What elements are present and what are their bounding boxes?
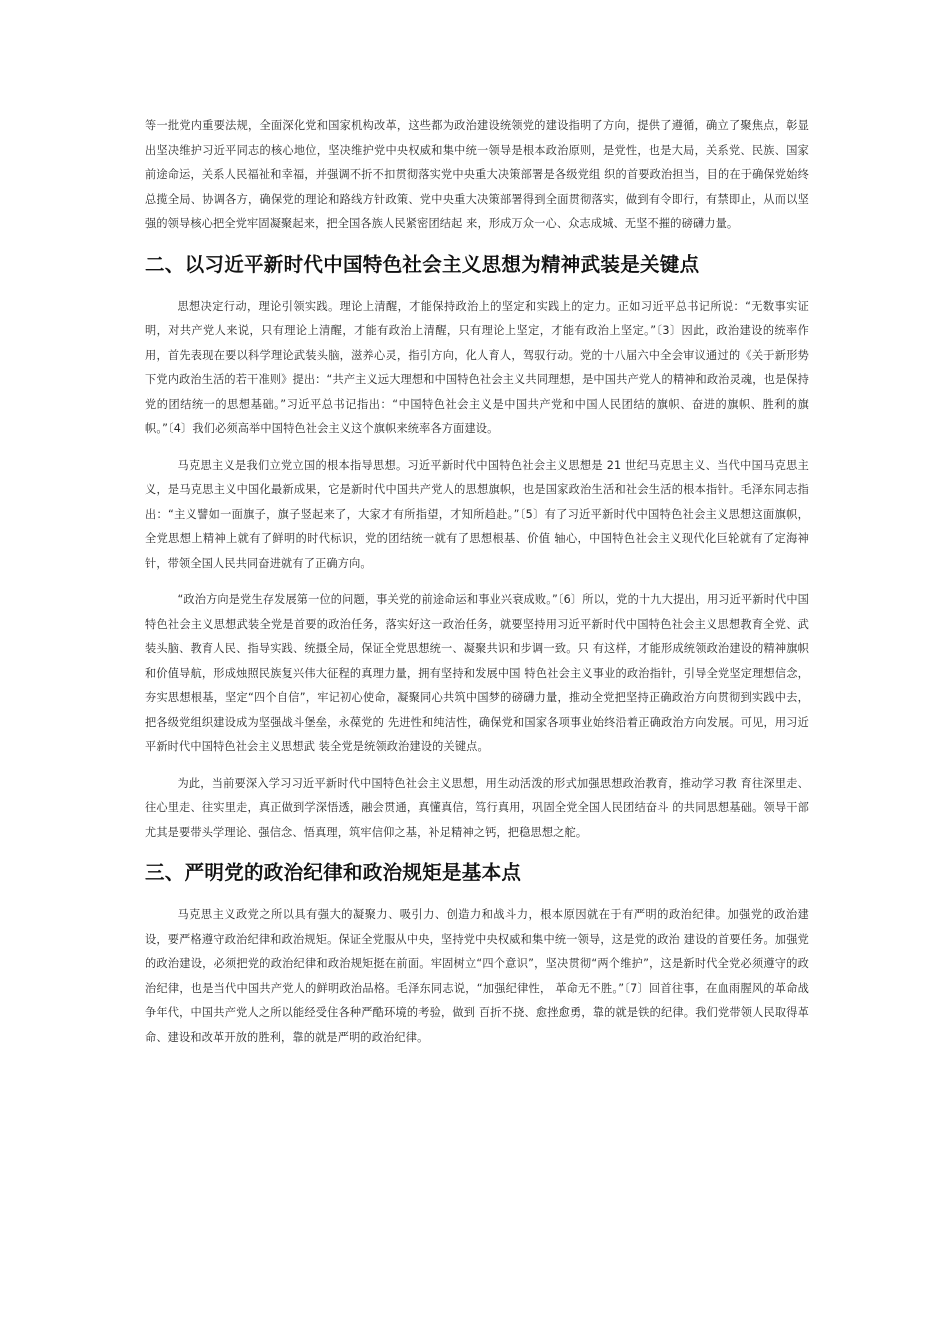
document-page	[145, 114, 809, 1050]
section-2-paragraph-3: “政治方向是党生存发展第一位的问题，事关党的前途命运和事业兴衰成败。”〔6〕所以，党的十九大提出，用习近平新时代中国特色社会主义思想武装全党是首要的政治任务，落实好这一政治任务，就要坚持用习近平新时代中国特色社会主义思想教育全党、武装头脑、教育人民、指导实践、统摄全局，保证全党思想统一、凝聚共识和步调一致。只 有这样，才能形成统领政治建设的精神旗帜和价值导航，形成烛照民族复兴伟大征程的真理力量，拥有坚持和发展中国 特色社会主义事业的政治指针，引导全党坚定理想信念，夯实思想根基，坚定“四个自信”，牢记初心使命，凝聚同心共筑中国梦的磅礴力量，推动全党把坚持正确政治方向贯彻到实践中去，把各级党组织建设成为坚强战斗堡垒，永葆党的 先进性和纯洁性，确保党和国家各项事业始终沿着正确政治方向发展。可见，用习近平新时代中国特色社会主义思想武 装全党是统领政治建设的关键点。	[145, 593, 809, 753]
section-2-paragraph-4: 为此，当前要深入学习习近平新时代中国特色社会主义思想，用生动活泼的形式加强思想政治教育，推动学习教 育往深里走、往心里走、往实里走，真正做到学深悟透，融会贯通，真懂真信，笃行真用，巩固全党全国人民团结奋斗 的共同思想基础。领导干部尤其是要带头学理论、强信念、悟真理，筑牢信仰之基，补足精神之钙，把稳思想之舵。	[145, 776, 809, 839]
section-2-heading: 二、以习近平新时代中国特色社会主义思想为精神武装是关键点	[145, 252, 700, 276]
section-3-paragraph-1: 马克思主义政党之所以具有强大的凝聚力、吸引力、创造力和战斗力，根本原因就在于有严明的政治纪律。加强党的政治建设，要严格遵守政治纪律和政治规矩。保证全党服从中央，坚持党中央权威和集中统一领导，这是党的政治 建设的首要任务。加强党的政治建设，必须把党的政治纪律和政治规矩挺在前面。牢固树立“四个意识”，坚决贯彻“两个维护”，这是新时代全党必须遵守的政治纪律，也是当代中国共产党人的鲜明政治品格。毛泽东同志说，“加强纪律性， 革命无不胜。”〔7〕回首往事，在血雨腥风的革命战争年代，中国共产党人之所以能经受住各种严酷环境的考验，做到 百折不挠、愈挫愈勇，靠的就是铁的纪律。我们党带领人民取得革命、建设和改革开放的胜利，靠的就是严明的政治纪律。	[145, 908, 809, 1044]
intro-paragraph: 等一批党内重要法规，全面深化党和国家机构改革，这些都为政治建设统领党的建设指明了方向，提供了遵循，确立了聚焦点，彰显出坚决维护习近平同志的核心地位，坚决维护党中央权威和集中统一领导是根本政治原则，是党性，也是大局，关系党、民族、国家前途命运，关系人民福祉和幸福，并强调不折不扣贯彻落实党中央重大决策部署是各级党组 织的首要政治担当，目的在于确保党始终总揽全局、协调各方，确保党的理论和路线方针政策、党中央重大决策部署得到全面贯彻落实，做到有令即行，有禁即止，从而以坚强的领导核心把全党牢固凝聚起来，把全国各族人民紧密团结起 来，形成万众一心、众志成城、无坚不摧的磅礴力量。	[145, 119, 809, 230]
section-2-paragraph-2: 马克思主义是我们立党立国的根本指导思想。习近平新时代中国特色社会主义思想是 21 世纪马克思主义、当代中国马克思主义，是马克思主义中国化最新成果，它是新时代中国共产党人的思想旗帜，也是国家政治生活和社会生活的根本指针。毛泽东同志指出：“主义譬如一面旗子，旗子竖起来了，大家才有所指望，才知所趋赴。”〔5〕有了习近平新时代中国特色社会主义思想这面旗帜，全党思想上精神上就有了鲜明的时代标识，党的团结统一就有了思想根基、价值 轴心，中国特色社会主义现代化巨轮就有了定海神针，带领全国人民共同奋进就有了正确方向。	[145, 458, 809, 570]
section-3-heading: 三、严明党的政治纪律和政治规矩是基本点	[145, 861, 522, 884]
section-2-paragraph-1: 思想决定行动，理论引领实践。理论上清醒，才能保持政治上的坚定和实践上的定力。正如习近平总书记所说：“无数事实证明，对共产党人来说，只有理论上清醒，才能有政治上清醒，只有理论上坚定，才能有政治上坚定。”〔3〕因此，政治建设的统率作用，首先表现在要以科学理论武装头脑，滋养心灵，指引方向，化人育人，驾驭行动。党的十八届六中全会审议通过的《关于新形势下党内政治生活的若干准则》提出：“共产主义远大理想和中国特色社会主义共同理想，是中国共产党人的精神和政治灵魂，也是保持党的团结统一的思想基础。”习近平总书记指出：“中国特色社会主义是中国共产党和中国人民团结的旗帜、奋进的旗帜、胜利的旗帜。”〔4〕我们必须高举中国特色社会主义这个旗帜来统率各方面建设。	[145, 299, 809, 435]
